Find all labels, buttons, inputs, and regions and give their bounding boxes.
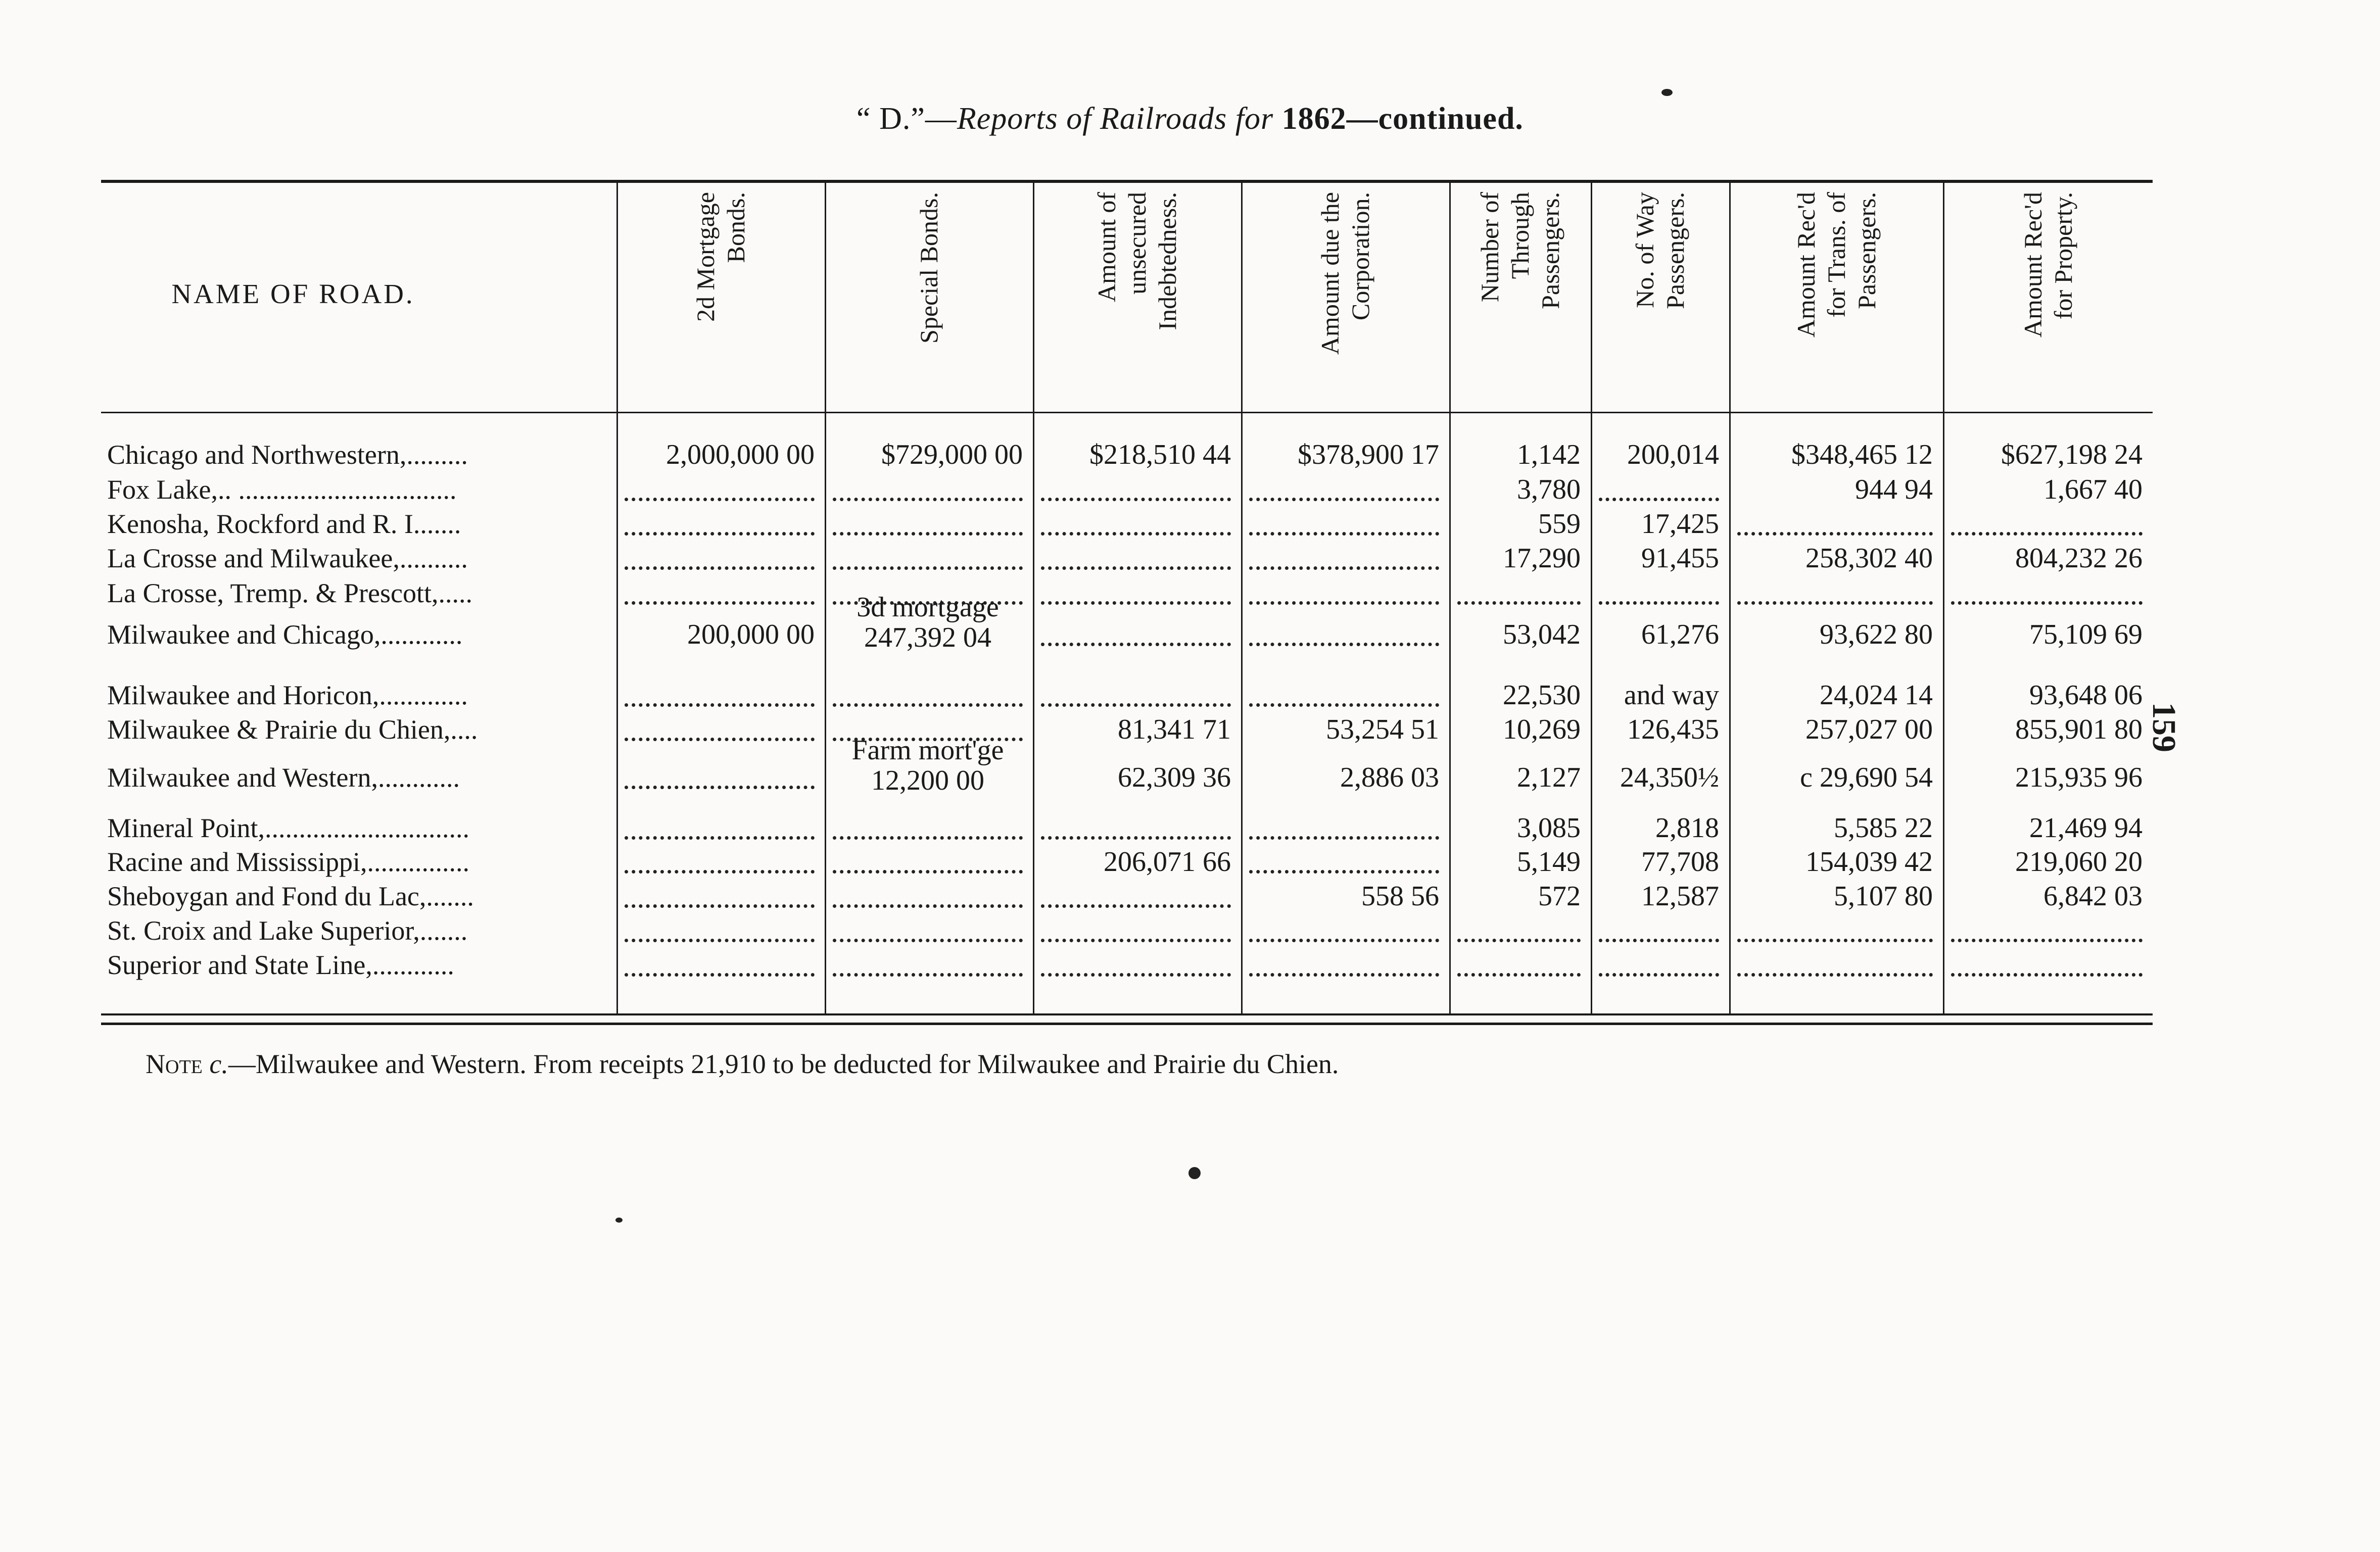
- table-cell: 206,071 66: [1104, 846, 1231, 878]
- table-cell: 62,309 36: [1118, 762, 1231, 793]
- column-header: Amount of unsecured Indebtedness.: [1092, 192, 1181, 330]
- column-header: 2d Mortgage Bonds.: [691, 192, 750, 322]
- column-divider: [1729, 183, 1731, 1013]
- table-cell: 6,842 03: [2043, 881, 2143, 912]
- empty-cell-leader: [625, 901, 815, 908]
- table-cell: 200,000 00: [687, 619, 815, 650]
- table-cell: 12,587: [1641, 881, 1719, 912]
- table-cell: 5,149: [1517, 846, 1581, 878]
- empty-cell-leader: [625, 936, 815, 942]
- header-bottom-rule: [101, 412, 2153, 413]
- column-header: Amount Rec'd for Property.: [2018, 192, 2077, 338]
- column-header: Special Bonds.: [915, 192, 943, 344]
- table-cell: 219,060 20: [2015, 846, 2143, 878]
- empty-cell-leader: [1737, 598, 1933, 605]
- table-cell: $378,900 17: [1298, 439, 1439, 470]
- table-cell: 21,469 94: [2029, 812, 2143, 844]
- column-divider: [1943, 183, 1944, 1013]
- empty-cell-leader: [1951, 598, 2143, 605]
- empty-cell-leader: [1457, 970, 1581, 977]
- table-cell: 17,290: [1503, 543, 1581, 574]
- note-text: —Milwaukee and Western. From receipts 21,910 to be deducted for Milwaukee and Prairie du Chien.: [228, 1049, 1339, 1079]
- table-cell: 3,085: [1517, 812, 1581, 844]
- empty-cell-leader: [1599, 936, 1719, 942]
- empty-cell-leader: [833, 867, 1023, 874]
- road-name: La Crosse, Tremp. & Prescott,.....: [107, 578, 472, 608]
- empty-cell-leader: [1249, 640, 1439, 646]
- empty-cell-leader: [1041, 495, 1231, 501]
- empty-cell-leader: [1041, 833, 1231, 840]
- table-cell: 81,341 71: [1118, 714, 1231, 745]
- empty-cell-leader: [833, 529, 1023, 536]
- empty-cell-leader: [1041, 598, 1231, 605]
- table-cell: 1,667 40: [2043, 474, 2143, 505]
- road-name: Mineral Point,..............................: [107, 813, 469, 843]
- table-cell: 257,027 00: [1805, 714, 1933, 745]
- table-bottom-rule-2: [101, 1023, 2153, 1025]
- name-of-road-header: NAME OF ROAD.: [171, 278, 415, 309]
- table-cell: 91,455: [1641, 543, 1719, 574]
- empty-cell-leader: [1737, 529, 1933, 536]
- empty-cell-leader: [1457, 598, 1581, 605]
- note-marker: c.: [209, 1049, 228, 1079]
- table-cell: 93,648 06: [2029, 680, 2143, 711]
- title-italic: Reports of Railroads for: [957, 102, 1274, 136]
- table-cell: 855,901 80: [2015, 714, 2143, 745]
- ink-speck: [615, 1218, 623, 1223]
- table-cell: 22,530: [1503, 680, 1581, 711]
- column-divider: [1591, 183, 1592, 1013]
- table-cell: and way: [1624, 680, 1719, 711]
- table-cell: 3,780: [1517, 474, 1581, 505]
- page-number: 159: [2146, 702, 2182, 752]
- column-divider: [616, 183, 618, 1013]
- table-top-rule: [101, 180, 2153, 183]
- column-header: Number of Through Passengers.: [1475, 192, 1564, 309]
- table-cell: 1,142: [1517, 439, 1581, 470]
- empty-cell-leader: [1041, 563, 1231, 570]
- table-cell: c 29,690 54: [1800, 762, 1933, 793]
- empty-cell-leader: [833, 700, 1023, 707]
- empty-cell-leader: [625, 783, 815, 789]
- table-cell: 944 94: [1855, 474, 1933, 505]
- table-cell: 75,109 69: [2029, 619, 2143, 650]
- title-prefix: “ D.”—: [856, 102, 957, 136]
- empty-cell-leader: [1249, 700, 1439, 707]
- table-cell: 215,935 96: [2015, 762, 2143, 793]
- road-name: Racine and Mississippi,...............: [107, 847, 469, 877]
- table-cell: $627,198 24: [2001, 439, 2143, 470]
- table-cell: 154,039 42: [1805, 846, 1933, 878]
- empty-cell-leader: [1249, 495, 1439, 501]
- column-header: Amount Rec'd for Trans. of Passengers.: [1791, 192, 1881, 338]
- table-cell: 572: [1538, 881, 1581, 912]
- empty-cell-leader: [1249, 970, 1439, 977]
- road-name: Sheboygan and Fond du Lac,.......: [107, 881, 474, 911]
- empty-cell-leader: [833, 901, 1023, 908]
- empty-cell-leader: [1249, 563, 1439, 570]
- empty-cell-leader: [625, 833, 815, 840]
- empty-cell-leader: [625, 495, 815, 501]
- table-cell: 5,585 22: [1834, 812, 1933, 844]
- table-cell: 93,622 80: [1820, 619, 1933, 650]
- table-cell: 2,127: [1517, 762, 1581, 793]
- road-name: Chicago and Northwestern,.........: [107, 440, 468, 470]
- road-name: La Crosse and Milwaukee,..........: [107, 543, 468, 573]
- column-divider: [1449, 183, 1451, 1013]
- table-cell: $348,465 12: [1791, 439, 1933, 470]
- footnote: [146, 1048, 1339, 1080]
- table-cell: 2,886 03: [1340, 762, 1439, 793]
- note-label: Note: [146, 1049, 203, 1079]
- empty-cell-leader: [1041, 640, 1231, 646]
- table-cell: 24,350½: [1620, 762, 1719, 793]
- empty-cell-leader: [1041, 700, 1231, 707]
- column-header: Amount due the Corporation.: [1316, 192, 1374, 355]
- empty-cell-leader: [625, 700, 815, 707]
- table-cell: 3d mortgage 247,392 04: [856, 592, 999, 653]
- road-name: St. Croix and Lake Superior,.......: [107, 915, 468, 946]
- table-cell: 2,000,000 00: [666, 439, 815, 470]
- ink-speck: [1188, 1167, 1201, 1179]
- empty-cell-leader: [833, 936, 1023, 942]
- empty-cell-leader: [833, 970, 1023, 977]
- table-cell: 2,818: [1655, 812, 1719, 844]
- empty-cell-leader: [1737, 936, 1933, 942]
- ink-speck: [1661, 89, 1673, 96]
- table-cell: 77,708: [1641, 846, 1719, 878]
- empty-cell-leader: [1041, 936, 1231, 942]
- empty-cell-leader: [1249, 529, 1439, 536]
- empty-cell-leader: [1249, 867, 1439, 874]
- table-cell: 24,024 14: [1820, 680, 1933, 711]
- road-name: Fox Lake,.. ................................: [107, 474, 457, 505]
- empty-cell-leader: [1457, 936, 1581, 942]
- empty-cell-leader: [1951, 529, 2143, 536]
- empty-cell-leader: [625, 529, 815, 536]
- empty-cell-leader: [1249, 936, 1439, 942]
- empty-cell-leader: [1041, 529, 1231, 536]
- empty-cell-leader: [625, 598, 815, 605]
- empty-cell-leader: [1041, 970, 1231, 977]
- empty-cell-leader: [1599, 970, 1719, 977]
- title-suffix: —continued.: [1346, 102, 1524, 136]
- table-cell: $218,510 44: [1089, 439, 1231, 470]
- empty-cell-leader: [833, 563, 1023, 570]
- table-cell: 258,302 40: [1805, 543, 1933, 574]
- page-title: [0, 101, 2380, 137]
- table-cell: 558 56: [1361, 881, 1439, 912]
- column-divider: [1241, 183, 1243, 1013]
- column-header: No. of Way Passengers.: [1631, 192, 1689, 309]
- column-divider: [1033, 183, 1034, 1013]
- empty-cell-leader: [1951, 970, 2143, 977]
- empty-cell-leader: [833, 833, 1023, 840]
- empty-cell-leader: [1951, 936, 2143, 942]
- empty-cell-leader: [1249, 833, 1439, 840]
- table-cell: 53,042: [1503, 619, 1581, 650]
- table-cell: Farm mort'ge 12,200 00: [851, 735, 1004, 796]
- empty-cell-leader: [833, 495, 1023, 501]
- table-cell: 17,425: [1641, 508, 1719, 540]
- empty-cell-leader: [1599, 598, 1719, 605]
- table-cell: 53,254 51: [1326, 714, 1439, 745]
- empty-cell-leader: [1737, 970, 1933, 977]
- road-name: Milwaukee and Horicon,.............: [107, 680, 468, 710]
- table-cell: 804,232 26: [2015, 543, 2143, 574]
- table-cell: 5,107 80: [1834, 881, 1933, 912]
- road-name: Milwaukee and Chicago,............: [107, 619, 463, 650]
- empty-cell-leader: [1041, 901, 1231, 908]
- title-year: 1862: [1281, 102, 1347, 136]
- empty-cell-leader: [1599, 495, 1719, 501]
- table-cell: 61,276: [1641, 619, 1719, 650]
- empty-cell-leader: [625, 735, 815, 741]
- road-name: Milwaukee & Prairie du Chien,....: [107, 714, 478, 745]
- empty-cell-leader: [1249, 598, 1439, 605]
- table-bottom-rule: [101, 1013, 2153, 1015]
- road-name: Kenosha, Rockford and R. I.......: [107, 509, 461, 539]
- empty-cell-leader: [625, 867, 815, 874]
- table-cell: 559: [1538, 508, 1581, 540]
- empty-cell-leader: [625, 563, 815, 570]
- road-name: Milwaukee and Western,............: [107, 762, 460, 793]
- table-cell: 10,269: [1503, 714, 1581, 745]
- table-cell: 200,014: [1627, 439, 1719, 470]
- table-cell: $729,000 00: [881, 439, 1023, 470]
- road-name: Superior and State Line,............: [107, 950, 454, 980]
- empty-cell-leader: [625, 970, 815, 977]
- column-divider: [825, 183, 826, 1013]
- table-cell: 126,435: [1627, 714, 1719, 745]
